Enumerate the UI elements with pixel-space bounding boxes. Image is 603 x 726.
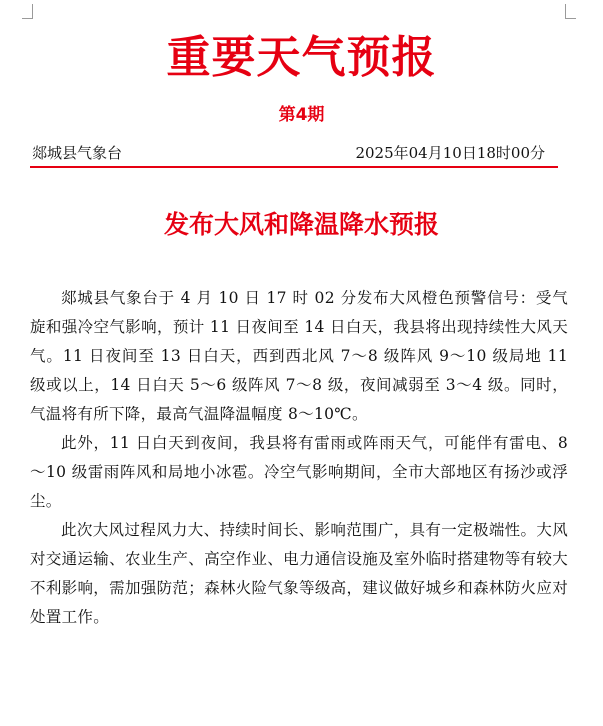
- page-corner-mark-left: [22, 4, 33, 19]
- issuer-name: 郯城县气象台: [32, 144, 123, 162]
- issue-number: 第4期: [278, 105, 325, 125]
- page-corner-mark-right: [565, 4, 576, 19]
- issue-datetime: 2025年04月10日18时00分: [355, 144, 545, 162]
- main-title: 重要天气预报: [166, 32, 437, 83]
- paragraph-warning: 郯城县气象台于 4 月 10 日 17 时 02 分发布大风橙色预警信号：受气旋和强冷空气影响，预计 11 日夜间至 14 日白天，我县将出现持续性大风天气。11 日夜间至 13 日白天，西到西北风 7～8 级阵风 9～10 级局地 11 级或以上，14 日白天 5～6 级阵风 7～8 级，夜间减弱至 3～4 级。同时，气温将有所下降，最高气温降温幅度 8～10℃。: [30, 289, 568, 423]
- article-title: 发布大风和降温降水预报: [163, 210, 439, 239]
- header-divider: [30, 166, 558, 168]
- article-body: [30, 284, 568, 632]
- paragraph-thunderstorm: 此外，11 日白天到夜间，我县将有雷雨或阵雨天气，可能伴有雷电、8～10 级雷雨阵风和局地小冰雹。冷空气影响期间，全市大部地区有扬沙或浮尘。: [30, 434, 568, 510]
- paragraph-impact: 此次大风过程风力大、持续时间长、影响范围广，具有一定极端性。大风对交通运输、农业生产、高空作业、电力通信设施及室外临时搭建物等有较大不利影响，需加强防范；森林火险气象等级高，建议做好城乡和森林防火应对处置工作。: [30, 521, 568, 626]
